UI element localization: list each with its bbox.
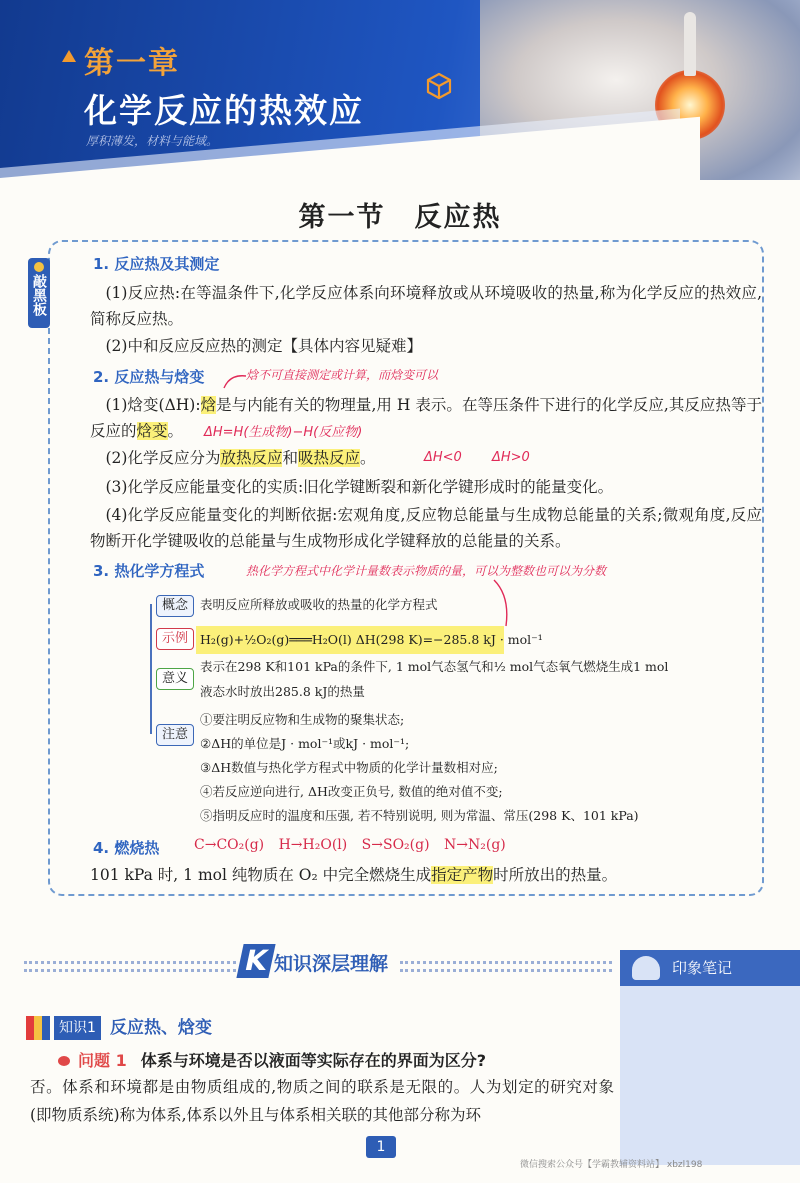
heading-2: 2. 反应热与焓变 [93, 368, 205, 386]
notice-4: ④若反应逆向进行, ΔH改变正负号, 数值的绝对值不变; [200, 784, 503, 799]
dotted-rule-left [24, 961, 236, 967]
notice-5: ⑤指明反应时的温度和压强, 若不特别说明, 则为常温、常压(298 K、101 kPa) [200, 808, 639, 823]
tag-meaning: 意义 [156, 668, 194, 690]
arrow-annotation [490, 576, 514, 630]
dh-positive: ΔH>0 [492, 450, 530, 465]
answer-text: 否。体系和环境都是由物质组成的,物质之间的联系是无限的。人为划定的研究对象(即物质系统)称为体系,体系以外且与体系相关联的其他部分称为环 [30, 1078, 614, 1124]
paragraph-1-1: (1)反应热:在等温条件下,化学反应体系向环境释放或从环境吸收的热量,称为化学反应的热效应,简称反应热。 [90, 284, 762, 328]
chapter-title: 化学反应的热效应 [84, 91, 364, 130]
chapter-label: 第一章 [84, 46, 180, 81]
heading-4: 4. 燃烧热 [93, 839, 160, 857]
text-span: 时所放出的热量。 [493, 866, 618, 884]
flag-icon [26, 1016, 50, 1040]
question-text: 体系与环境是否以液面等实际存在的界面为区分? [140, 1051, 487, 1070]
highlight-endothermic: 吸热反应 [298, 449, 361, 467]
text-span: (1)焓变(ΔH): [105, 396, 201, 414]
cube-icon [425, 72, 453, 100]
tag-notice: 注意 [156, 724, 194, 746]
handwritten-note-3: 热化学方程式中化学计量数表示物质的量，可以为整数也可以为分数 [246, 564, 607, 578]
page-number: 1 [366, 1136, 396, 1158]
meaning-line-2: 液态水时放出285.8 kJ的热量 [200, 684, 365, 699]
side-tab-label: 敲黑板 [31, 274, 47, 316]
text-span: 是与内能有关的物理量,用 H 表示。在等压条件下进行的化学反应,其反应热等于反应的 [90, 396, 762, 440]
text-span: 和 [282, 449, 298, 467]
enthalpy-formula: ΔH=H(生成物)−H(反应物) [203, 425, 363, 440]
side-tab [28, 258, 50, 328]
text-span: 。 [360, 449, 376, 467]
text-span: (2)化学反应分为 [105, 449, 221, 467]
bean-icon [58, 1056, 70, 1066]
memo-panel [620, 950, 800, 1165]
notice-2: ②ΔH的单位是J · mol⁻¹或kJ · mol⁻¹; [200, 736, 410, 751]
rocket-image [684, 12, 696, 76]
paragraph-2-4: (4)化学反应能量变化的判断依据:宏观角度,反应物总能量与生成物总能量的关系;微观角度,反应物断开化学键吸收的总能量与生成物形成化学键释放的总能量的关系。 [90, 506, 762, 550]
highlight-specified-product: 指定产物 [431, 866, 494, 884]
paragraph-4 [90, 862, 762, 888]
highlight-enthalpy: 焓 [200, 396, 217, 414]
highlight-exothermic: 放热反应 [220, 449, 283, 467]
dotted-rule-right [400, 969, 612, 975]
triangle-icon [62, 50, 76, 62]
deep-understanding-title: 知识深层理解 [274, 953, 389, 975]
example-equation: H₂(g)+½O₂(g)═══H₂O(l) ΔH(298 K)=−285.8 kJ · mol⁻¹ [200, 632, 543, 647]
paragraph-2-1 [90, 392, 762, 446]
footer-watermark: 微信搜索公众号【学霸教辅资料站】 xbzl198 [520, 1160, 703, 1170]
knowledge-title: 反应热、焓变 [110, 1018, 212, 1038]
tree-connector [150, 604, 152, 734]
handwritten-note-2: 焓不可直接测定或计算，而焓变可以 [246, 368, 439, 382]
dot-icon [34, 262, 44, 272]
meaning-line-1: 表示在298 K和101 kPa的条件下, 1 mol气态氢气和½ mol气态氧气燃烧生成1 mol [200, 659, 669, 674]
elephant-icon [632, 956, 660, 980]
k-logo: K [236, 944, 275, 978]
dh-negative: ΔH<0 [424, 450, 462, 465]
notice-3: ③ΔH数值与热化学方程式中物质的化学计量数相对应; [200, 760, 498, 775]
notice-1: ①要注明反应物和生成物的聚集状态; [200, 712, 405, 727]
highlight-enthalpy-change: 焓变 [136, 422, 168, 440]
heading-1: 1. 反应热及其测定 [93, 255, 220, 273]
heading-3: 3. 热化学方程式 [93, 562, 205, 580]
tag-concept: 概念 [156, 595, 194, 617]
concept-text: 表明反应所释放或吸收的热量的化学方程式 [200, 597, 438, 612]
dotted-rule-right [400, 961, 612, 967]
memo-title: 印象笔记 [672, 959, 733, 977]
combustion-products: C→CO₂(g) H→H₂O(l) S→SO₂(g) N→N₂(g) [194, 837, 506, 853]
text-span: 。 [167, 422, 184, 440]
section-title: 第一节 反应热 [298, 202, 502, 233]
question-1 [58, 1048, 486, 1071]
memo-header [620, 950, 800, 986]
knowledge-label: 知识1 [54, 1016, 101, 1040]
arrow-annotation [218, 372, 248, 392]
text-span: 101 kPa 时, 1 mol 纯物质在 O₂ 中完全燃烧生成 [90, 866, 432, 884]
paragraph-1-2: (2)中和反应反应热的测定【具体内容见疑难】 [105, 337, 422, 355]
chapter-motto: 厚积薄发，材料与能域。 [86, 134, 219, 148]
tag-example: 示例 [156, 628, 194, 650]
question-number: 问题 1 [78, 1051, 127, 1070]
dotted-rule-left [24, 969, 236, 975]
paragraph-2-3: (3)化学反应能量变化的实质:旧化学键断裂和新化学键形成时的能量变化。 [105, 478, 614, 496]
